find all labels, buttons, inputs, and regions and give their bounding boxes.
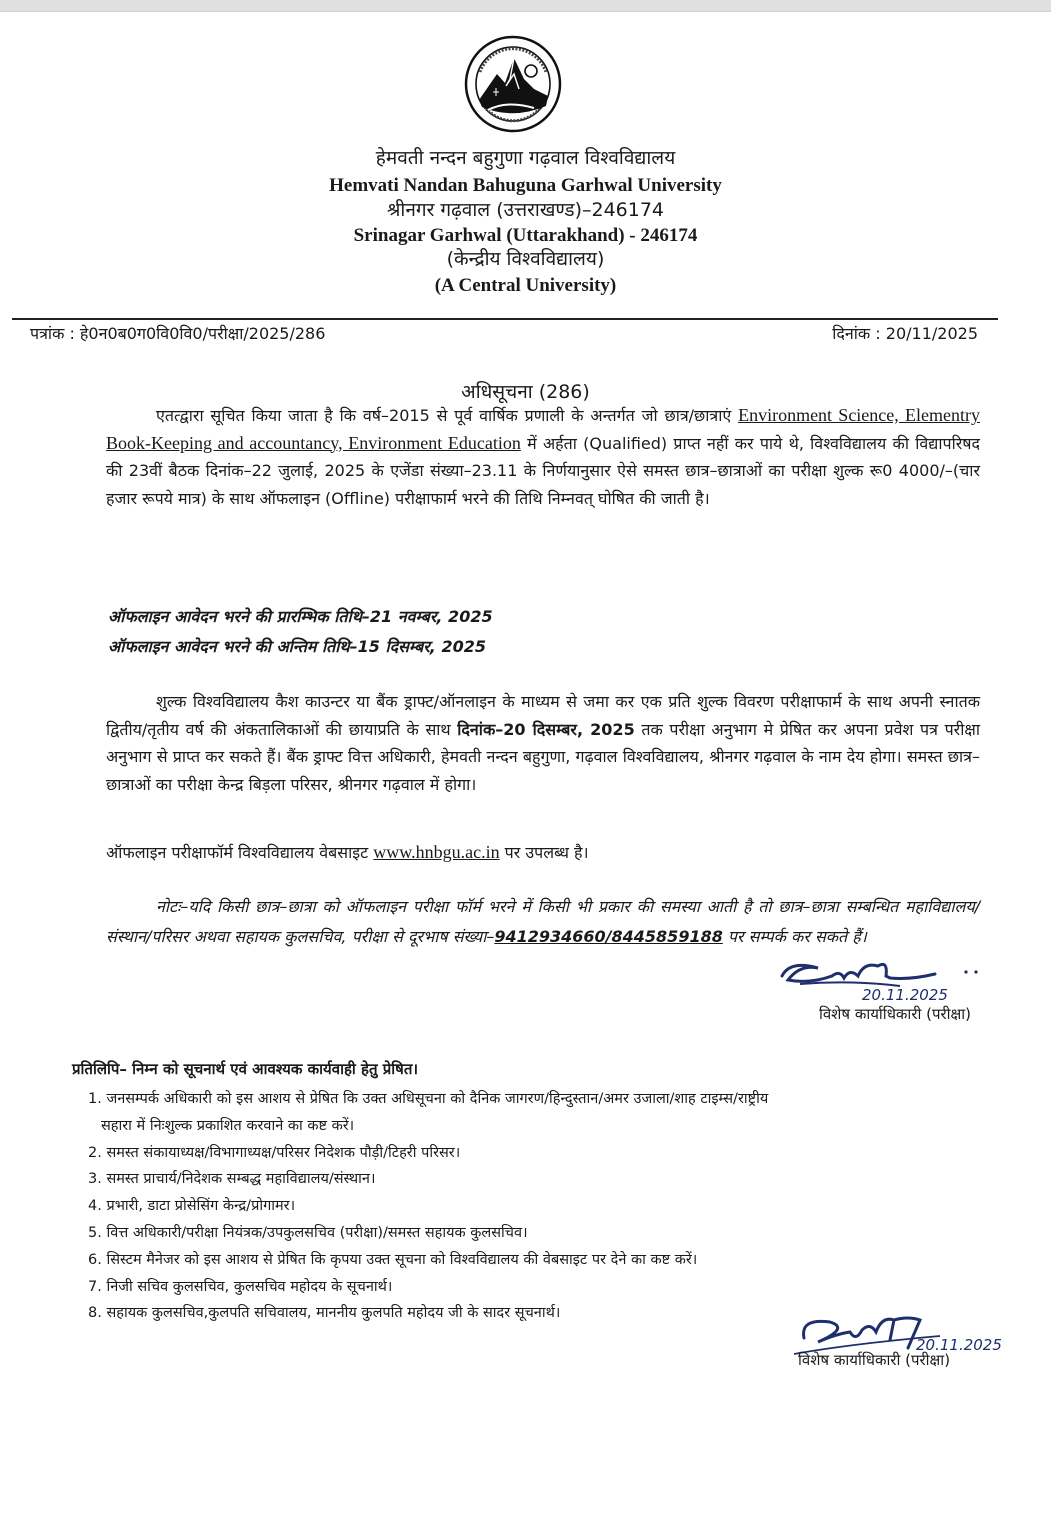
copy-to-item	[88, 1193, 988, 1220]
copy-to-list	[88, 1086, 988, 1327]
copy-to-item	[88, 1220, 988, 1247]
subjects-list: Environment Science, Elementry Book-Keeping and accountancy, Environment Education	[106, 405, 980, 453]
start-date-line: ऑफलाइन आवेदन भरने की प्रारम्भिक तिथि–21 नवम्बर, 2025	[108, 607, 493, 626]
end-date-line: ऑफलाइन आवेदन भरने की अन्तिम तिथि–15 दिसम्बर, 2025	[108, 637, 486, 656]
website-text-b: पर उपलब्ध है।	[499, 843, 589, 862]
para1-text-a: एतत्द्वारा सूचित किया जाता है कि वर्ष–2015 से पूर्व वार्षिक प्रणाली के अन्तर्गत जो छात्र/छात्राएं	[156, 406, 739, 425]
letter-date: दिनांक : 20/11/2025	[832, 324, 978, 343]
copy-to-item-1-line1: 1. जनसम्पर्क अधिकारी को इस आशय से प्रेषित कि उक्त अधिसूचना को दैनिक जागरण/हिन्दुस्तान/अमर उजाला/शाह टाइम्स/राष्ट्रीय	[88, 1091, 769, 1107]
university-name-english: Hemvati Nandan Bahuguna Garhwal University	[329, 175, 722, 196]
university-type-english: (A Central University)	[434, 275, 617, 296]
copy-to-item-3: 3. समस्त प्राचार्य/निदेशक सम्बद्ध महाविद्यालय/संस्थान।	[88, 1171, 376, 1188]
copy-to-item-5: 5. वित्त अधिकारी/परीक्षा नियंत्रक/उपकुलसचिव (परीक्षा)/समस्त सहायक कुलसचिव।	[88, 1224, 528, 1241]
website-line	[106, 839, 980, 867]
note-text-a: नोटः–यदि किसी छात्र–छात्रा को ऑफलाइन परीक्षा फॉर्म भरने में किसी भी प्रकार की समस्या आती है तो छात्र–छात्रा सम्बन्धित महाविद्यालय/संस्थान/परिसर अथवा सहायक कुलसचिव, परीक्षा से दूरभाष संख्या–	[106, 897, 980, 946]
copy-to-item	[88, 1086, 988, 1140]
signature-block-1	[770, 954, 985, 1024]
website-link[interactable]: www.hnbgu.ac.in	[373, 842, 500, 862]
signature-2-date: 20.11.2025	[916, 1336, 1002, 1354]
university-seal-logo	[462, 34, 564, 134]
letterhead-divider	[12, 318, 998, 320]
helpline-phone-numbers[interactable]: 9412934660/8445859188	[494, 927, 723, 946]
university-name-hindi: हेमवती नन्दन बहुगुणा गढ़वाल विश्वविद्यालय	[375, 147, 676, 169]
application-dates	[108, 602, 493, 662]
letter-reference-number: पत्रांक : हे0न0ब0ग0वि0वि0/परीक्षा/2025/286	[30, 324, 326, 343]
signature-block-2	[790, 1308, 1010, 1370]
signature-1-date: 20.11.2025	[862, 986, 948, 1004]
viewer-top-bar	[0, 0, 1051, 12]
copy-to-item-8: 8. सहायक कुलसचिव,कुलपति सचिवालय, माननीय कुलपति महोदय जी के सादर सूचनार्थ।	[88, 1305, 561, 1322]
copy-to-item-1-line2: सहारा में निःशुल्क प्रकाशित करवाने का कष्ट करें।	[101, 1117, 355, 1134]
copy-to-item	[88, 1140, 988, 1167]
copy-to-item-7: 7. निजी सचिव कुलसचिव, कुलसचिव महोदय के सूचनार्थ।	[88, 1278, 393, 1295]
website-text-a: ऑफलाइन परीक्षाफॉर्म विश्वविद्यालय वेबसाइट	[106, 843, 374, 862]
handwritten-signature-2	[790, 1308, 1010, 1356]
copy-to-item	[88, 1166, 988, 1193]
copy-to-item-2: 2. समस्त संकायाध्यक्ष/विभागाध्यक्ष/परिसर निदेशक पौड़ी/टिहरी परिसर।	[88, 1144, 461, 1161]
note-text-b: पर सम्पर्क कर सकते हैं।	[722, 927, 867, 946]
signature-2-designation: विशेष कार्याधिकारी (परीक्षा)	[798, 1351, 951, 1369]
notification-document	[0, 12, 1051, 1526]
paragraph-fee-submission	[106, 688, 980, 798]
university-type-hindi: (केन्द्रीय विश्वविद्यालय)	[446, 248, 605, 270]
note-paragraph	[106, 892, 980, 952]
copy-to-item	[88, 1247, 988, 1274]
handwritten-signature-1	[770, 954, 985, 1004]
copy-to-heading: प्रतिलिपि– निम्न को सूचनार्थ एवं आवश्यक कार्यवाही हेतु प्रेषित।	[72, 1060, 419, 1078]
copy-to-item	[88, 1274, 988, 1301]
signature-1-designation: विशेष कार्याधिकारी (परीक्षा)	[818, 1005, 971, 1023]
address-hindi: श्रीनगर गढ़वाल (उत्तराखण्ड)–246174	[386, 199, 665, 221]
para2-text-a: शुल्क विश्वविद्यालय कैश काउन्टर या बैंक ड्राफ्ट/ऑनलाइन के माध्यम से जमा कर एक प्रति शुल्क विवरण परीक्षाफार्म के साथ अपनी स्नातक द्वितीय/तृतीय वर्ष की अंकतालिकाओं की छायाप्रति के साथ	[106, 692, 980, 739]
paragraph-eligibility	[106, 402, 980, 512]
copy-to-item-4: 4. प्रभारी, डाटा प्रोसेसिंग केन्द्र/प्रोगामर।	[88, 1198, 296, 1215]
para2-text-b: तक परीक्षा अनुभाग मे प्रेषित कर अपना प्रवेश पत्र परीक्षा अनुभाग से प्राप्त कर सकते हैं। बैंक ड्राफ्ट वित्त अधिकारी, हेमवती नन्दन बहुगुणा, गढ़वाल विश्वविद्यालय, श्रीनगर गढ़वाल के नाम देय होगा। समस्त छात्र–छात्राओं का परीक्षा केन्द्र बिड़ला परिसर, श्रीनगर गढ़वाल में होगा।	[106, 719, 980, 794]
copy-to-item-6: 6. सिस्टम मैनेजर को इस आशय से प्रेषित कि कृपया उक्त सूचना को विश्वविद्यालय की वेबसाइट पर देने का कष्ट करें।	[88, 1251, 698, 1268]
address-english: Srinagar Garhwal (Uttarakhand) - 246174	[353, 225, 698, 246]
notification-title: अधिसूचना (286)	[461, 381, 590, 403]
para1-text-b: में अर्हता (Qualified) प्राप्त नहीं कर पाये थे, विश्वविद्यालय की विद्यापरिषद की 23वीं बैठक दिनांक–22 जुलाई, 2025 के एजेंडा संख्या–23.11 के निर्णयानुसार ऐसे समस्त छात्र–छात्राओं का परीक्षा शुल्क रू0 4000/–(चार हजार रूपये मात्र) के साथ ऑफलाइन (Offline) परीक्षाफार्म भरने की तिथि निम्नवत् घोषित की जाती है।	[106, 433, 981, 508]
submission-deadline: दिनांक–20 दिसम्बर, 2025	[457, 719, 635, 739]
